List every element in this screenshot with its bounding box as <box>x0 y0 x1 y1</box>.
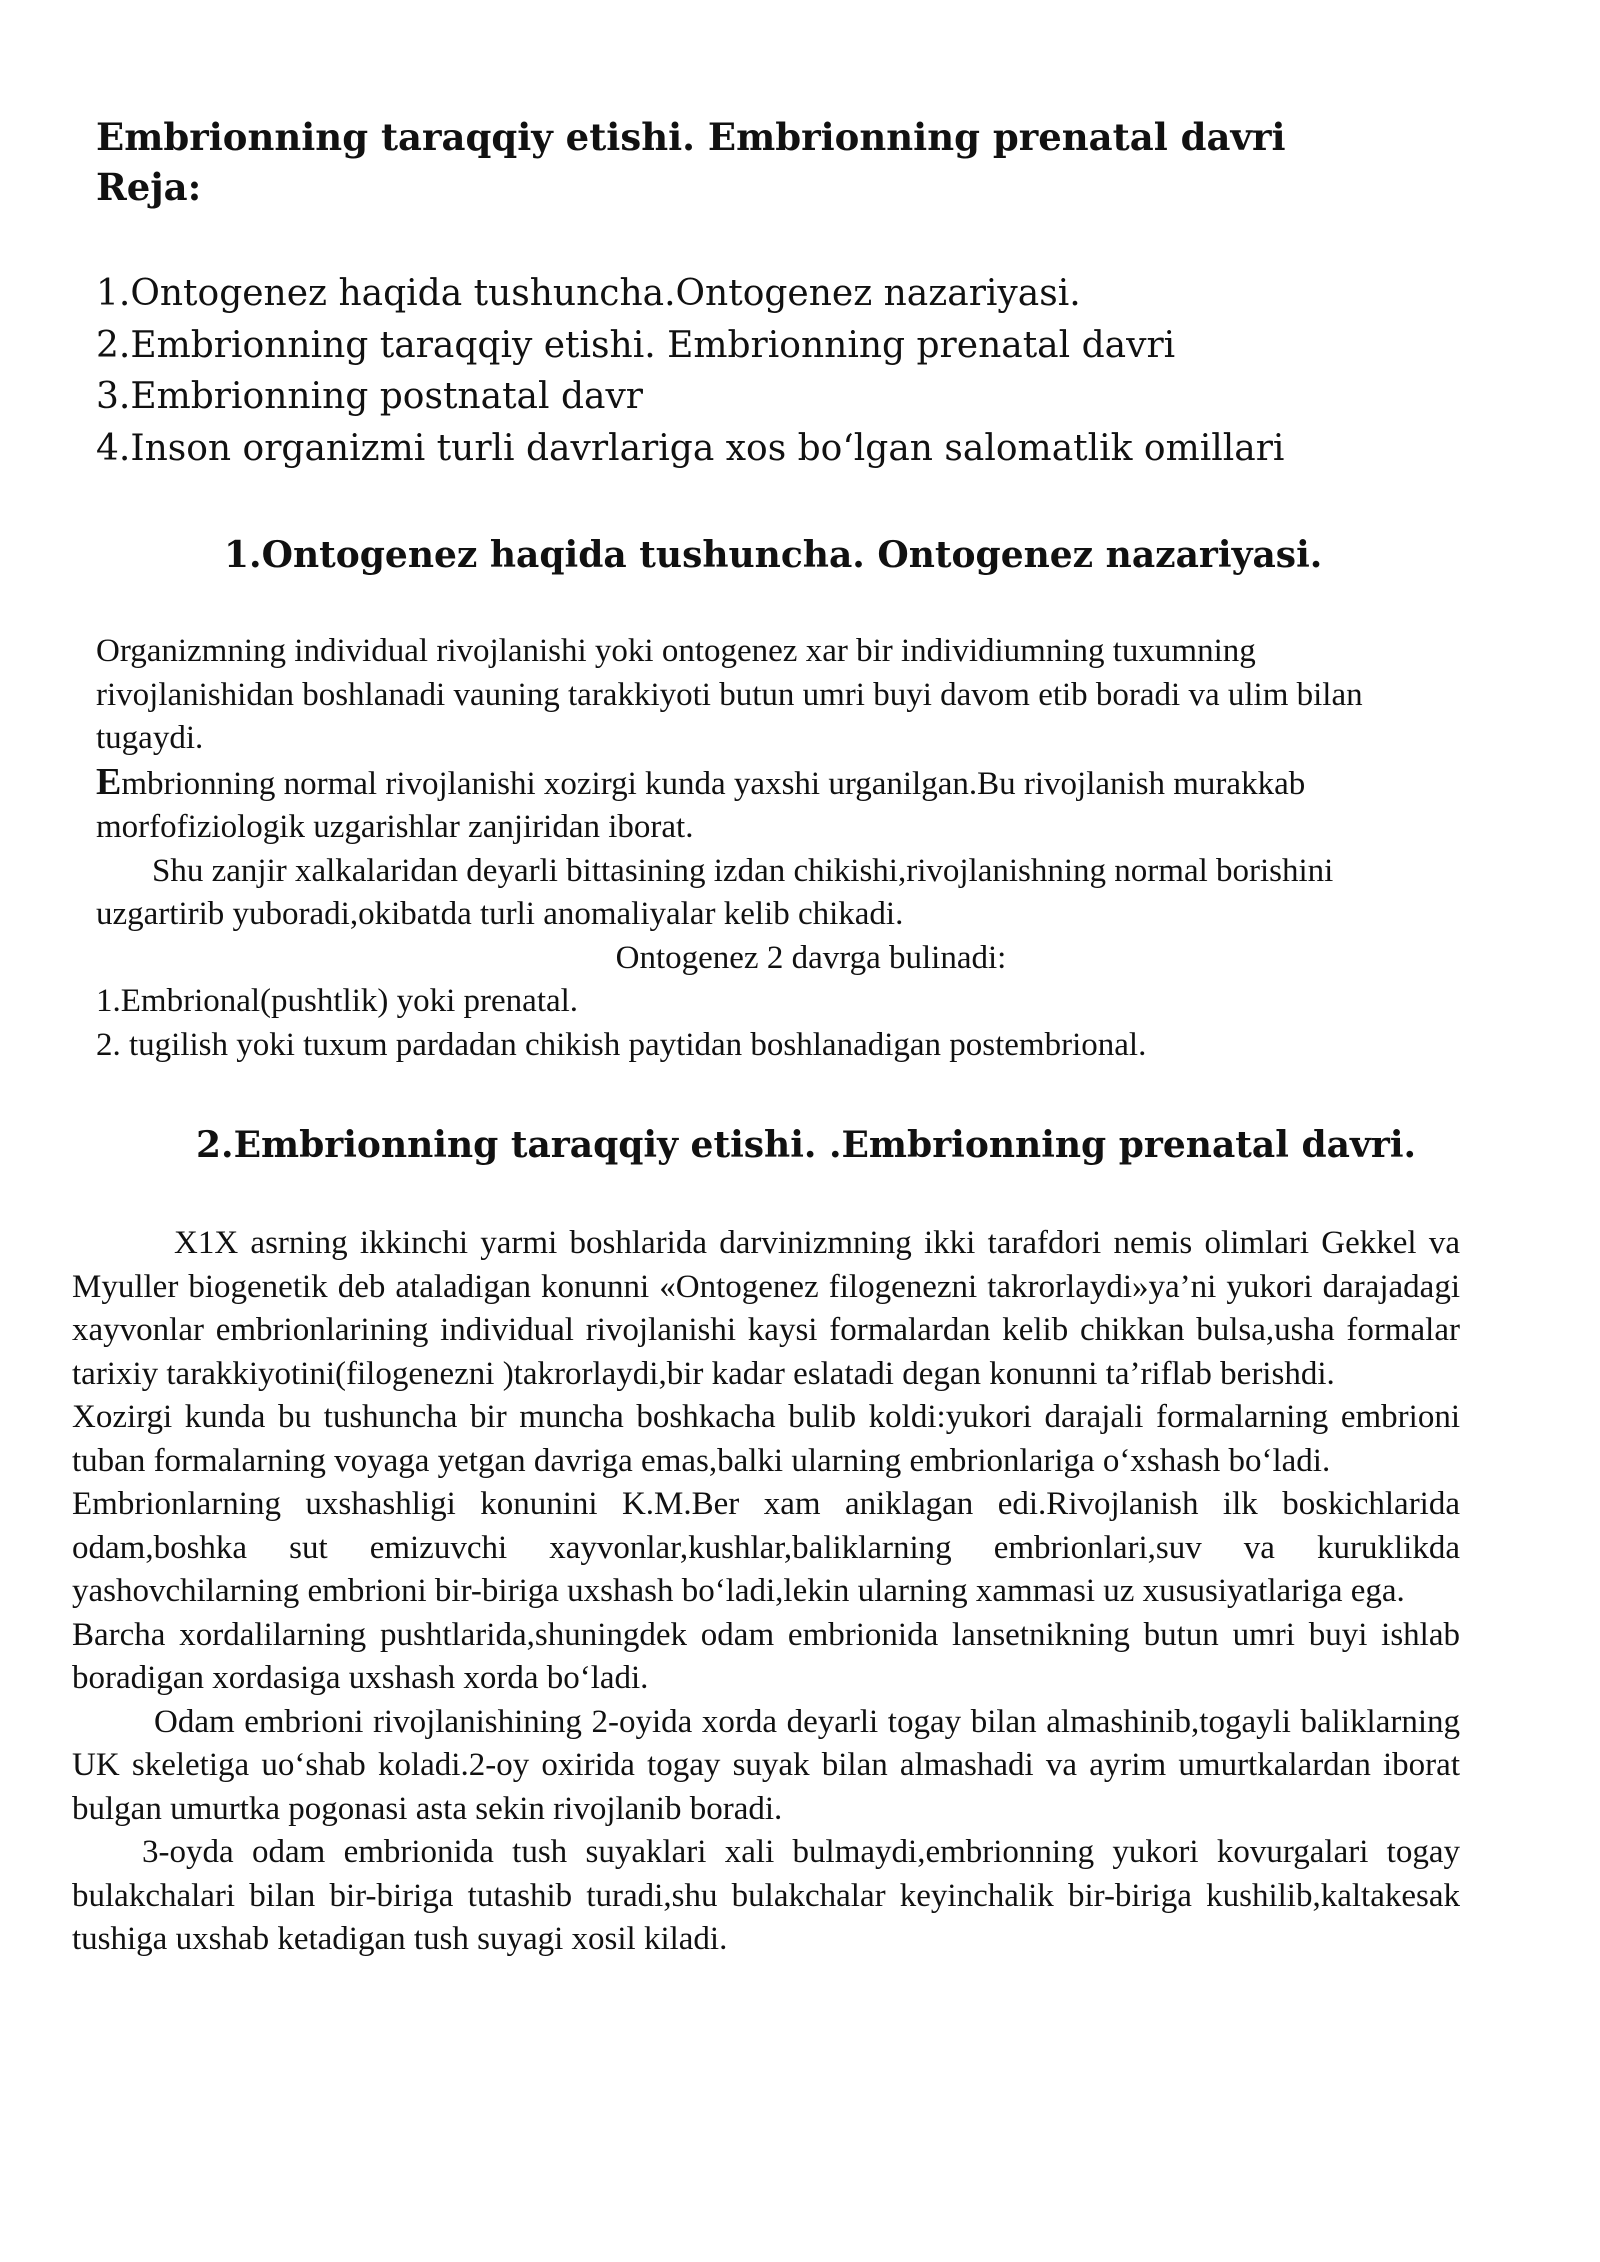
document-title: Embrionning taraqqiy etishi. Embrionning prenatal davri <box>96 115 1286 159</box>
plan-list <box>96 268 1516 474</box>
paragraph: Ontogenez 2 davrga bulinadi: <box>615 939 1007 976</box>
paragraph: 3-oyda odam embrionida tush suyaklari xali bulmaydi,embrionning yukori kovurgalari togay bulakchalari bilan bir-biriga tutashib turadi,shu bulakchalar keyinchalik bir-biriga kushilib,kaltakesak tushiga uxshab ketadigan tush suyagi xosil kiladi. <box>72 1834 1460 1957</box>
paragraph: Barcha xordalilarning pushtlarida,shuningdek odam embrionida lansetnikning butun umri buyi ishlab boradigan xordasiga uxshash xorda bo‘ladi. <box>72 1616 1460 1696</box>
paragraph-text: mbrionning normal rivojlanishi xozirgi kunda yaxshi urganilgan.Bu rivojlanish murakkab morfofiziologik uzgarishlar zanjiridan iborat. <box>96 765 1306 845</box>
plan-item: 1.Ontogenez haqida tushuncha.Ontogenez nazariyasi. <box>96 273 1081 314</box>
section1-heading-rest: . Ontogenez nazariyasi. <box>852 534 1323 576</box>
paragraph: 1.Embrional(pushtlik) yoki prenatal. <box>96 983 579 1019</box>
section2-body <box>72 1222 1460 1962</box>
section1-heading-bold: 1.Ontogenez haqida tushuncha <box>224 534 853 576</box>
paragraph <box>96 761 1456 850</box>
drop-cap: E <box>96 760 122 803</box>
document-header <box>96 112 1516 212</box>
plan-label: Reja: <box>96 165 202 209</box>
paragraph: Shu zanjir xalkalaridan deyarli bittasining izdan chikishi,rivojlanishning normal borishini uzgartirib yuboradi,okibatda turli anomaliyalar kelib chikadi. <box>96 852 1334 932</box>
plan-item: 2.Embrionning taraqqiy etishi. Embrionning prenatal davri <box>96 324 1176 366</box>
section2-heading: 2.Embrionning taraqqiy etishi. .Embrionning prenatal davri. <box>196 1124 1417 1166</box>
section1-heading <box>224 530 1322 580</box>
paragraph: Embrionlarning uxshashligi konunini K.M.Ber xam aniklagan edi.Rivojlanish ilk boskichlarida odam,boshka sut emizuvchi xayvonlar,kushlar,baliklarning embrionlari,suv va kuruklikda yashovchilarning embrioni bir-biriga uxshash bo‘ladi,lekin ularning xammasi uz xususiyatlariga ega. <box>72 1486 1460 1609</box>
paragraph: 2. tugilish yoki tuxum pardadan chikish paytidan boshlanadigan postembrional. <box>96 1026 1147 1063</box>
paragraph: Organizmning individual rivojlanishi yoki ontogenez xar bir individiumning tuxumning rivojlanishidan boshlanadi vauning tarakkiyoti butun umri buyi davom etib boradi va ulim bilan tugaydi. <box>96 633 1363 756</box>
section1-body <box>96 630 1456 1067</box>
paragraph: Odam embrioni rivojlanishining 2-oyida xorda deyarli togay bilan almashinib,togayli baliklarning UK skeletiga uo‘shab koladi.2-oy oxirida togay suyak bilan almashadi va ayrim umurtkalardan iborat bulgan umurtka pogonasi asta sekin rivojlanib boradi. <box>72 1703 1460 1827</box>
plan-item: 3.Embrionning postnatal davr <box>96 376 644 417</box>
paragraph: Xozirgi kunda bu tushuncha bir muncha boshkacha bulib koldi:yukori darajali formalarning embrioni tuban formalarning voyaga yetgan davriga emas,balki ularning embrionlariga o‘xshash bo‘ladi. <box>72 1399 1460 1479</box>
paragraph: X1X asrning ikkinchi yarmi boshlarida darvinizmning ikki tarafdori nemis olimlari Gekkel va Myuller biogenetik deb ataladigan konunni «Ontogenez filogenezni takrorlaydi»ya’ni yukori darajadagi xayvonlar embrionlarining individual rivojlanishi kaysi formalardan kelib chikkan bulsa,usha formalar tarixiy tarakkiyotini(filogenezni )takrorlaydi,bir kadar eslatadi degan konunni ta’riflab berishdi. <box>72 1225 1460 1392</box>
plan-item: 4.Inson organizmi turli davrlariga xos bo‘lgan salomatlik omillari <box>96 427 1285 469</box>
